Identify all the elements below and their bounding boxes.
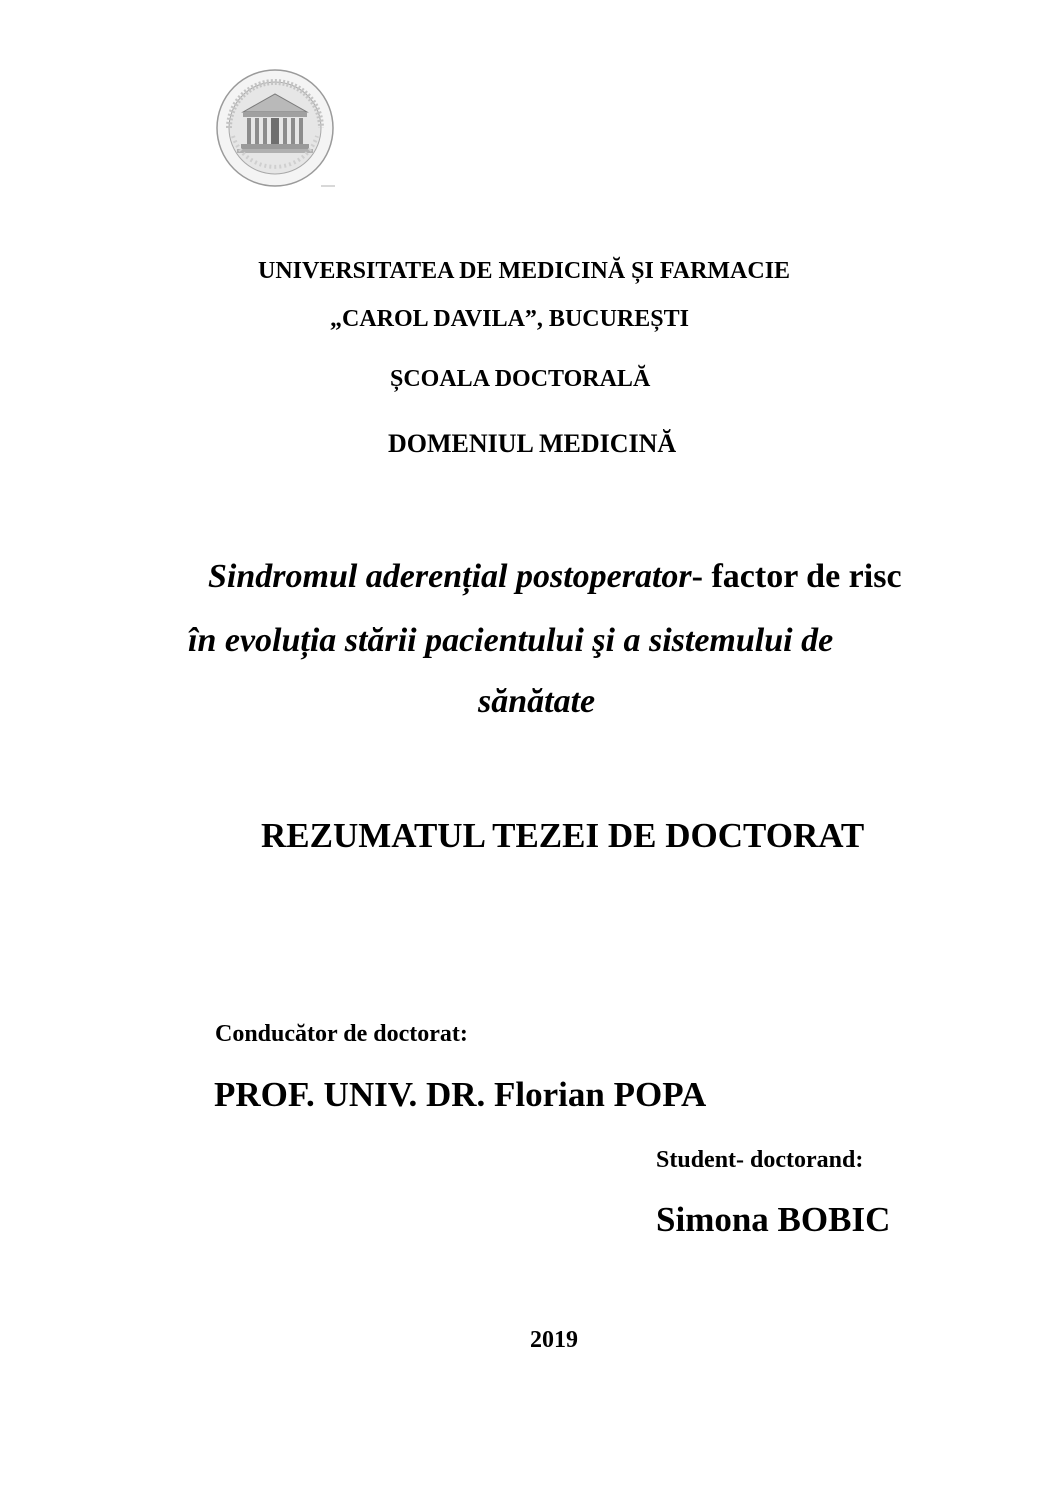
thesis-title-italic: Sindromul aderențial postoperator xyxy=(208,558,692,595)
thesis-title-line-2: în evoluția stării pacientului şi a sistemului de xyxy=(188,622,834,659)
year: 2019 xyxy=(530,1327,578,1353)
domain-field: DOMENIUL MEDICINĂ xyxy=(388,429,677,458)
student-name: Simona BOBIC xyxy=(656,1200,891,1239)
summary-heading: REZUMATUL TEZEI DE DOCTORAT xyxy=(261,816,865,855)
doctoral-school: ȘCOALA DOCTORALĂ xyxy=(390,366,651,392)
supervisor-name: PROF. UNIV. DR. Florian POPA xyxy=(214,1075,707,1114)
thesis-title-line-1 xyxy=(208,558,902,596)
supervisor-label: Conducător de doctorat: xyxy=(215,1021,468,1047)
university-seal-icon xyxy=(213,66,341,190)
university-name-line-1: UNIVERSITATEA DE MEDICINĂ ȘI FARMACIE xyxy=(258,258,791,284)
thesis-title-rest: - factor de risc xyxy=(691,558,902,595)
university-name-line-2: „CAROL DAVILA”, BUCUREȘTI xyxy=(330,306,689,332)
thesis-title-line-3: sănătate xyxy=(478,683,596,720)
student-label: Student- doctorand: xyxy=(656,1147,864,1173)
